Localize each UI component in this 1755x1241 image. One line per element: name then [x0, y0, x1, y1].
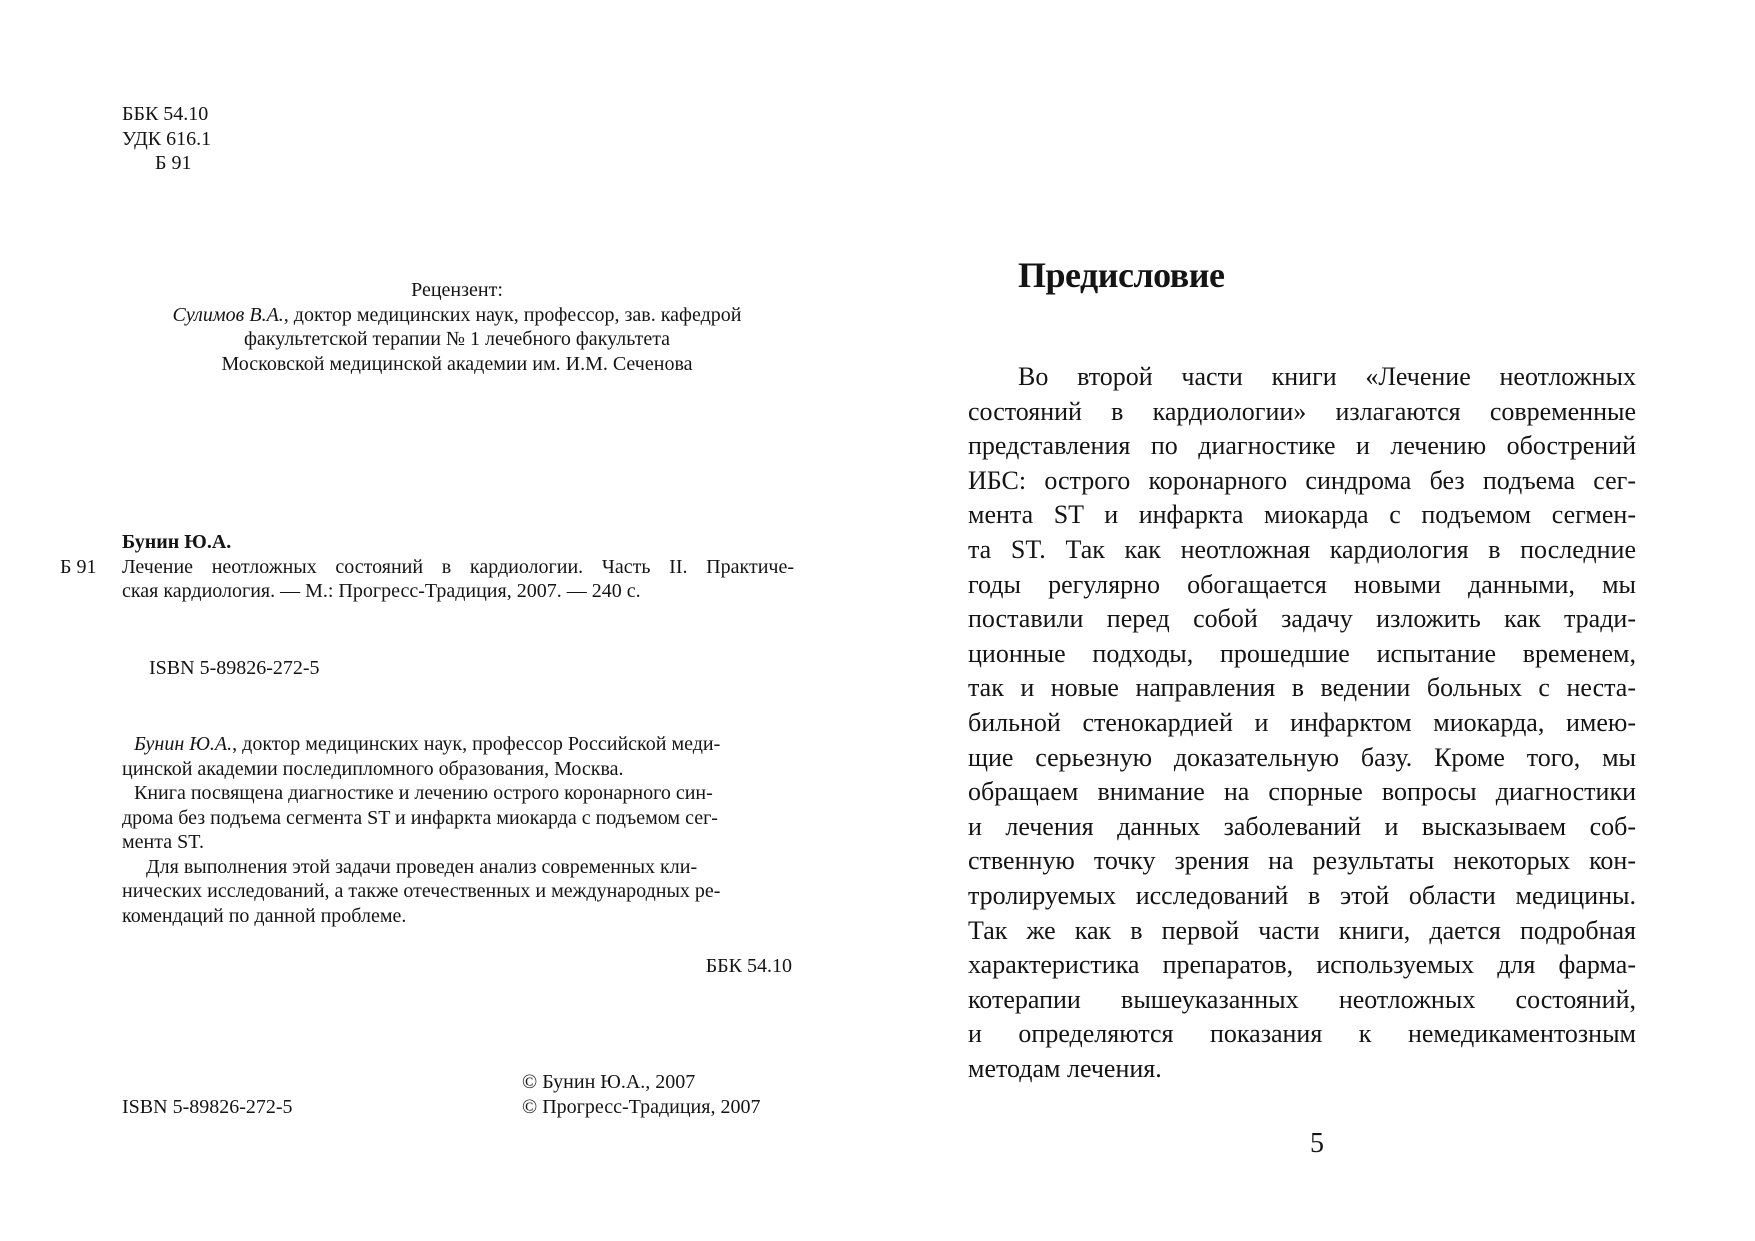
catalog-entry: [60, 530, 794, 604]
copyright-author: © Бунин Ю.А., 2007: [522, 1071, 696, 1093]
copyright-publisher: © Прогресс-Традиция, 2007: [522, 1095, 761, 1118]
reviewer-label: Рецензент:: [411, 279, 503, 301]
udk-code: УДК 616.1: [122, 127, 212, 150]
isbn-bottom: ISBN 5-89826-272-5: [122, 1096, 293, 1118]
bbk-code: ББК 54.10: [122, 103, 209, 125]
author-mark: Б 91: [155, 152, 192, 174]
reviewer-line-2: факультетской терапии № 1 лечебного факультета: [243, 328, 671, 350]
catalog-mark: Б 91: [60, 555, 97, 578]
annotation-paragraph-2: Книга посвящена диагностике и лечению острого коронарного син- дрома без подъема сегмента ST и инфаркта миокарда с подъемом сег- мента ST.: [122, 782, 718, 853]
page-number: 5: [1310, 1128, 1324, 1159]
reviewer-line-1: [122, 303, 792, 328]
reviewer-line-3: Московской медицинской академии им. И.М. Сеченова: [221, 352, 693, 375]
annotation-paragraph-3: Для выполнения этой задачи проведен анализ современных кли- нических исследований, а также отечественных и международных ре- комендаций по данной проблеме.: [122, 855, 721, 927]
preface-title: Предисловие: [1018, 255, 1225, 295]
catalog-line-2: ская кардиология. — М.: Прогресс-Традиция, 2007. — 240 с.: [122, 580, 641, 602]
catalog-line-1: [60, 555, 794, 580]
classification-codes: [122, 102, 211, 176]
reviewer-name: Сулимов В.А.: [172, 303, 284, 326]
copyright-block: [522, 1070, 760, 1119]
isbn-top: ISBN 5-89826-272-5: [149, 657, 320, 679]
annotation: [122, 732, 792, 928]
annotation-author: Бунин Ю.А., доктор медицинских наук, профессор Российской меди- цинской академии последипломного образования, Москва.: [122, 733, 721, 780]
annotation-author-name: Бунин Ю.А.: [134, 733, 233, 755]
bbk-bottom: ББК 54.10: [705, 955, 792, 977]
preface-paragraph: Во второй части книги «Лечение неотложных состояний в кардиологии» излагаются современные представления по диагностике и лечению обострений ИБС: острого коронарного синдрома без подъема сег- мента ST и инфаркта миокарда с подъемом сегмен- та ST. Так как неотложная кардиология в последние годы регулярно обогащается новыми данными, мы поставили перед собой задачу изложить как тради- ционные подходы, прошедшие испытание временем, так и новые направления в ведении больных с неста- бильной стенокардией и инфарктом миокарда, имею- щие серьезную доказательную базу. Кроме того, мы обращаем внимание на спорные вопросы диагностики и лечения данных заболеваний и высказываем соб- ственную точку зрения на результаты некоторых кон- тролируемых исследований в этой области медицины. Так же как в первой части книги, дается подробная характеристика препаратов, используемых для фарма- котерапии вышеуказанных неотложных состояний, и определяются показания к немедикаментозным методам лечения.: [968, 362, 1636, 1083]
reviewer-block: [122, 278, 792, 376]
reviewer-title: , доктор медицинских наук, профессор, зав. кафедрой: [283, 303, 742, 326]
preface-text: [968, 360, 1636, 1086]
catalog-author: Бунин Ю.А.: [122, 531, 232, 553]
catalog-line-1-text: Лечение неотложных состояний в кардиологии. Часть II. Практиче-: [122, 555, 794, 578]
